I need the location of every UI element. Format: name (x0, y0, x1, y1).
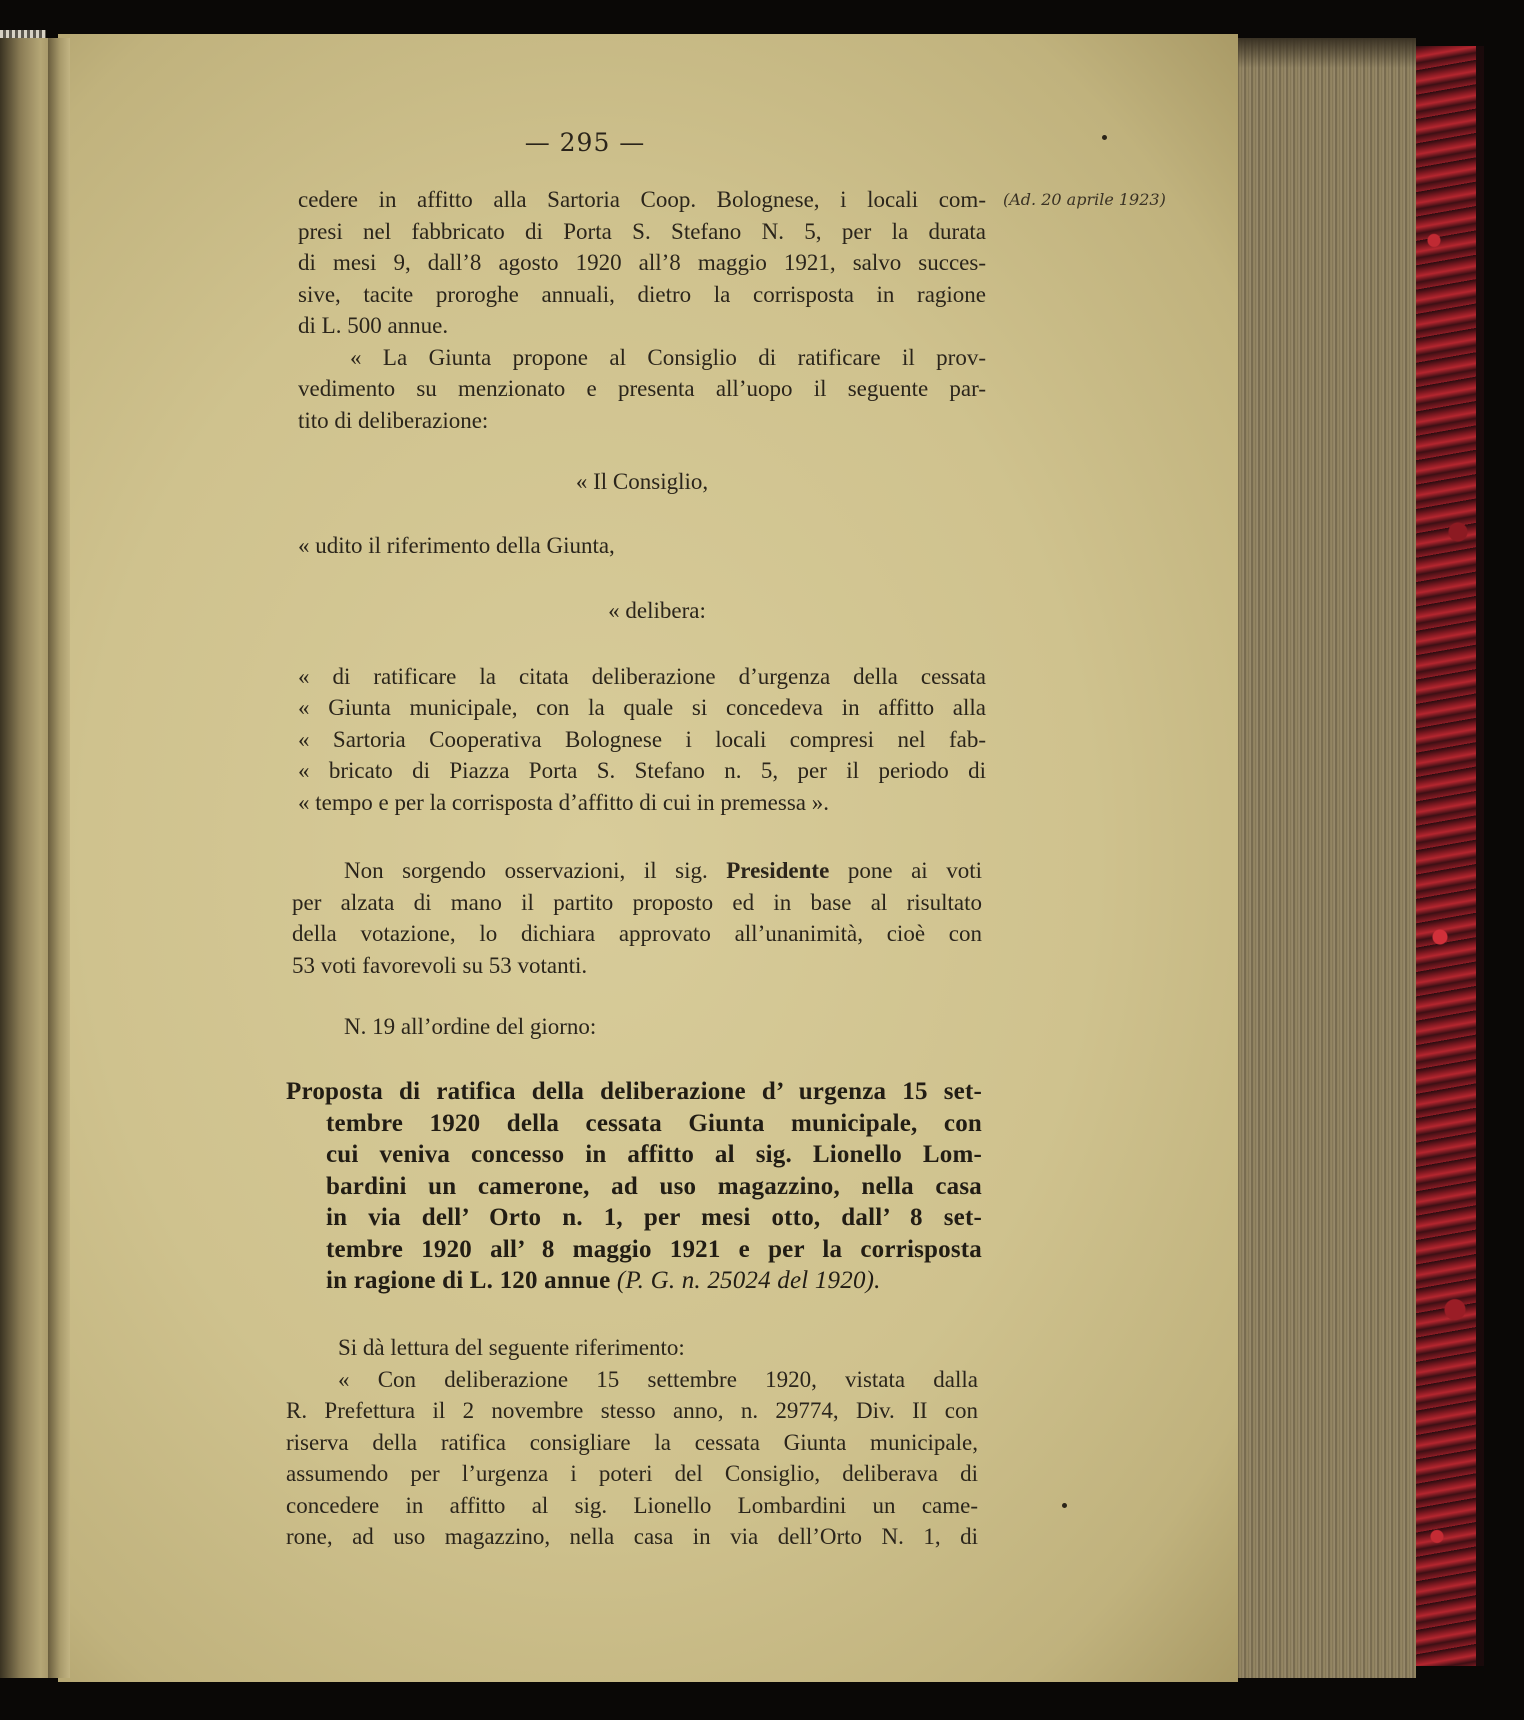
margin-dot (1102, 135, 1107, 140)
cover-edge (1476, 46, 1484, 1666)
page-stack-shadow (1238, 38, 1416, 68)
heading-line: in via dell’ Orto n. 1, per mesi otto, dall’ 8 set- (326, 1204, 982, 1231)
page-stack-edge (1238, 38, 1416, 1678)
paragraph-line: cedere in affitto alla Sartoria Coop. Bolognese, i locali com- (298, 187, 986, 212)
paragraph-line: di mesi 9, dall’8 agosto 1920 all’8 maggio 1921, salvo succes- (298, 250, 986, 275)
book-gutter (48, 38, 70, 1678)
heading-last-bold: in ragione di L. 120 annue (326, 1267, 611, 1294)
heading-line (286, 1265, 982, 1297)
lettura-line: Si dà lettura del seguente riferimento: (338, 1335, 685, 1360)
vote-text-after: pone ai voti (847, 858, 982, 883)
paragraph-line: « Con deliberazione 15 settembre 1920, vistata dalla (338, 1366, 978, 1392)
vote-line: della votazione, lo dichiara approvato all’unanimità, cioè con (292, 921, 982, 946)
heading-line: Proposta di ratifica della deliberazione d’ urgenza 15 set- (286, 1078, 982, 1105)
margin-date-note: (Ad. 20 aprile 1923) (1003, 190, 1166, 209)
vote-line: per alzata di mano il partito proposto ed in base al risultato (292, 889, 982, 915)
paragraph-line: R. Prefettura il 2 novembre stesso anno, n. 29774, Div. II con (286, 1398, 978, 1423)
heading-line: cui veniva concesso in affitto al sig. Lionello Lom- (326, 1141, 982, 1168)
heading-line: bardini un camerone, ad uso magazzino, nella casa (326, 1172, 982, 1200)
quoted-line: « Sartoria Cooperativa Bolognese i locali compresi nel fab- (298, 726, 986, 752)
delibera-line: « delibera: (608, 598, 706, 623)
paragraph-line: sive, tacite proroghe annuali, dietro la corrisposta in ragione (298, 281, 986, 307)
paragraph-line: « La Giunta propone al Consiglio di ratificare il prov- (350, 344, 986, 370)
vote-line (292, 855, 982, 887)
paragraph-line: riserva della ratifica consigliare la cessata Giunta municipale, (286, 1429, 978, 1455)
text-column-top (298, 184, 986, 818)
paragraph-line: tito di deliberazione: (298, 407, 489, 433)
text-column-bottom (286, 1332, 978, 1553)
presidente-bold: Presidente (726, 858, 830, 883)
paragraph-line: concedere in affitto al sig. Lionello Lombardini un came- (286, 1492, 978, 1518)
paragraph-line: assumendo per l’urgenza i poteri del Consiglio, deliberava di (286, 1461, 978, 1486)
vote-line: 53 voti favorevoli su 53 votanti. (292, 952, 588, 978)
quoted-line: « Giunta municipale, con la quale si concedeva in affitto alla (298, 695, 986, 720)
quoted-line: « bricato di Piazza Porta S. Stefano n. 5, per il periodo di (298, 758, 986, 783)
vote-text-before: Non sorgendo osservazioni, il sig. (344, 858, 708, 883)
heading-line: tembre 1920 della cessata Giunta municipale, con (326, 1109, 982, 1137)
text-column-vote (292, 855, 982, 1043)
udito-line: « udito il riferimento della Giunta, (298, 532, 615, 558)
paragraph-line: vedimento su menzionato e presenta all’uopo il seguente par- (298, 376, 986, 401)
protocol-reference: (P. G. n. 25024 del 1920). (616, 1267, 881, 1294)
paragraph-line: di L. 500 annue. (298, 313, 449, 338)
quoted-line: « tempo e per la corrisposta d’affitto di cui in premessa ». (298, 789, 829, 815)
ordine-line: N. 19 all’ordine del giorno: (344, 1014, 597, 1039)
margin-dot (1062, 1503, 1067, 1508)
paragraph-line: rone, ad uso magazzino, nella casa in via dell’Orto N. 1, di (286, 1524, 978, 1549)
consiglio-line: « Il Consiglio, (575, 469, 709, 494)
heading-line: tembre 1920 all’ 8 maggio 1921 e per la corrisposta (326, 1235, 982, 1263)
page-number: — 295 — (524, 128, 646, 157)
marbled-cover (1416, 46, 1476, 1666)
paragraph-line: presi nel fabbricato di Porta S. Stefano N. 5, per la durata (298, 218, 986, 244)
item-heading (286, 1076, 982, 1297)
quoted-line: « di ratificare la citata deliberazione d’urgenza della cessata (298, 663, 986, 689)
